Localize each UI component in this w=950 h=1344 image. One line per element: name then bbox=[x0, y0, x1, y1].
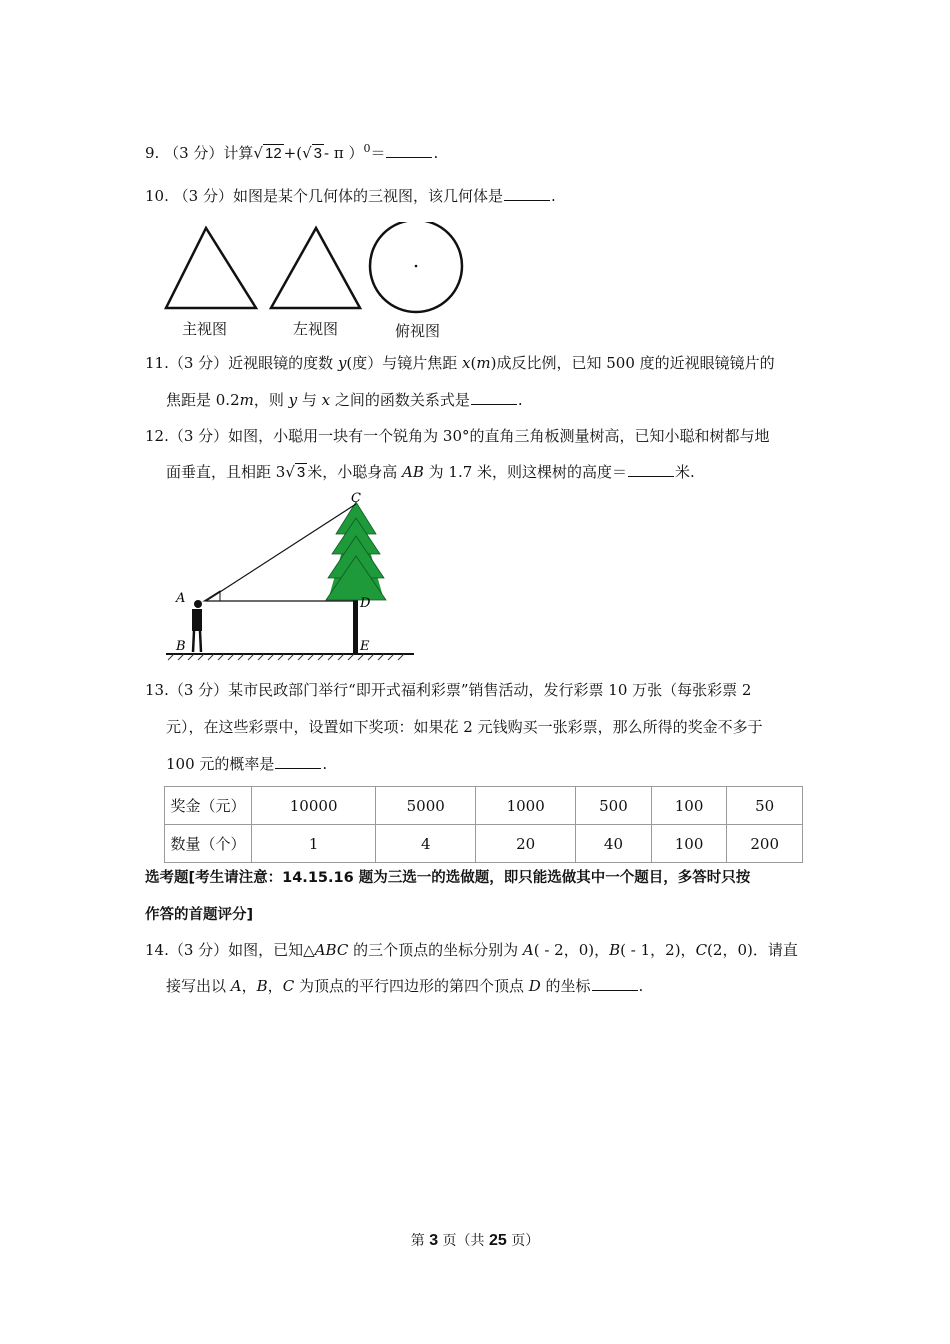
table-cell: 100 bbox=[651, 787, 727, 825]
q9-score: （3 分） bbox=[164, 144, 224, 162]
q12-line2-a: 面垂直，且相距 3 bbox=[166, 463, 286, 481]
table-cell: 数量（个） bbox=[165, 825, 252, 863]
table-cell: 50 bbox=[727, 787, 803, 825]
q11-head: 11.（3 分）近视眼镜的度数 bbox=[145, 354, 338, 372]
q11-line2-b: ，则 bbox=[253, 391, 289, 409]
q13-end: . bbox=[322, 755, 328, 773]
q14-line2-c: 的坐标 bbox=[540, 977, 591, 995]
footer-post: 页） bbox=[506, 1233, 540, 1249]
front-view-label: 主视图 bbox=[182, 320, 228, 338]
page-footer bbox=[0, 1230, 950, 1250]
answer-blank[interactable] bbox=[628, 462, 674, 477]
page-number: 3 bbox=[429, 1232, 439, 1249]
q14-line2-b: 为顶点的平行四边形的第四个顶点 bbox=[294, 977, 529, 995]
answer-blank[interactable] bbox=[504, 186, 550, 201]
q11-line2-x: x bbox=[321, 391, 331, 409]
q9-end: . bbox=[433, 144, 439, 162]
tree-measurement-figure bbox=[160, 488, 420, 664]
set-square bbox=[204, 591, 220, 601]
q14-sep-1: ， bbox=[241, 977, 257, 995]
q14-point-a: A bbox=[522, 941, 534, 959]
question-9 bbox=[145, 139, 438, 164]
person-body bbox=[192, 609, 202, 631]
q10-number: 10. bbox=[145, 187, 169, 205]
total-pages: 25 bbox=[489, 1232, 507, 1249]
q9-sqrt-12: √ 12 bbox=[253, 144, 282, 162]
q14-line1-a: 14.（3 分）如图，已知△ bbox=[145, 941, 315, 959]
table-cell: 20 bbox=[476, 825, 576, 863]
table-row bbox=[165, 825, 803, 863]
question-12-line-1: 12.（3 分）如图，小聪用一块有一个锐角为 30°的直角三角板测量树高，已知小聪和树都与地 bbox=[145, 427, 770, 445]
answer-blank[interactable] bbox=[592, 976, 638, 991]
q11-line2-a: 焦距是 0.2 bbox=[166, 391, 240, 409]
point-E-label: E bbox=[360, 639, 370, 654]
q14-line2-D: D bbox=[528, 977, 541, 995]
answer-blank[interactable] bbox=[471, 390, 517, 405]
point-D-label: D bbox=[360, 596, 371, 611]
question-13-line-2: 元），在这些彩票中，设置如下奖项：如果花 2 元钱购买一张彩票，那么所得的奖金不多于 bbox=[166, 718, 763, 736]
q11-line2-y: y bbox=[288, 391, 298, 409]
side-view-triangle bbox=[271, 228, 360, 308]
question-14-line-1 bbox=[145, 940, 798, 960]
q10-end: . bbox=[550, 187, 556, 205]
table-cell: 40 bbox=[576, 825, 652, 863]
q11-text-1: (度）与镜片焦距 bbox=[346, 354, 463, 372]
q14-coord-a: ( - 2，0)， bbox=[533, 941, 610, 959]
q11-var-x: x bbox=[462, 354, 471, 372]
answer-blank[interactable] bbox=[386, 143, 432, 158]
footer-mid: 页（共 bbox=[438, 1233, 489, 1249]
q12-line2-b: 米，小聪身高 bbox=[307, 463, 402, 481]
elective-notice-line-1: 选考题[考生请注意：14.15.16 题为三选一的选做题，即只能选做其中一个题目，多答时只按 bbox=[145, 870, 751, 886]
three-views-figure bbox=[160, 222, 470, 314]
person-head bbox=[194, 600, 202, 608]
table-cell: 10000 bbox=[252, 787, 376, 825]
table-cell: 5000 bbox=[376, 787, 476, 825]
q12-ab: AB bbox=[402, 463, 424, 481]
table-cell: 奖金（元） bbox=[165, 787, 252, 825]
q14-point-c: C bbox=[695, 941, 708, 959]
table-cell: 100 bbox=[651, 825, 727, 863]
q14-line2-B: B bbox=[256, 977, 268, 995]
q12-end: 米. bbox=[675, 463, 695, 481]
q14-coord-b: ( - 1，2)， bbox=[620, 941, 696, 959]
table-cell: 200 bbox=[727, 825, 803, 863]
table-row bbox=[165, 787, 803, 825]
question-11-line-2 bbox=[166, 390, 523, 410]
q12-sqrt-3: √ 3 bbox=[285, 463, 306, 481]
q13-line3-a: 100 元的概率是 bbox=[166, 755, 275, 773]
question-14-line-2 bbox=[166, 976, 643, 996]
q14-sep-2: ， bbox=[267, 977, 283, 995]
q14-line2-a: 接写出以 bbox=[166, 977, 231, 995]
q11-end: . bbox=[517, 391, 523, 409]
answer-blank[interactable] bbox=[275, 754, 321, 769]
q14-point-b: B bbox=[609, 941, 621, 959]
q9-number: 9. bbox=[145, 144, 160, 162]
q10-text: 如图是某个几何体的三视图，该几何体是 bbox=[232, 187, 503, 205]
question-13-line-1: 13.（3 分）某市民政部门举行“即开式福利彩票”销售活动，发行彩票 10 万张（每张彩票 2 bbox=[145, 681, 752, 699]
q14-line2-A: A bbox=[230, 977, 242, 995]
top-view-label: 俯视图 bbox=[395, 322, 441, 340]
q14-abc: ABC bbox=[314, 941, 349, 959]
q14-line1-b: 的三个顶点的坐标分别为 bbox=[348, 941, 523, 959]
table-cell: 4 bbox=[376, 825, 476, 863]
table-cell: 500 bbox=[576, 787, 652, 825]
q10-score: （3 分） bbox=[173, 187, 233, 205]
point-C-label: C bbox=[351, 491, 361, 506]
point-B-label: B bbox=[176, 639, 186, 654]
q11-var-y: y bbox=[337, 354, 347, 372]
q11-line2-m: m bbox=[239, 391, 254, 409]
q9-minus-pi: - π ） bbox=[324, 144, 364, 162]
q12-line2-c: 为 1.7 米，则这棵树的高度＝ bbox=[423, 463, 628, 481]
q11-unit-m: m bbox=[476, 354, 491, 372]
q11-line2-c: 与 bbox=[297, 391, 322, 409]
question-10 bbox=[145, 186, 556, 206]
q14-coord-c: (2，0)．请直 bbox=[707, 941, 798, 959]
question-13-line-3 bbox=[166, 754, 327, 774]
q9-text: 计算 bbox=[223, 144, 254, 162]
q14-line2-C: C bbox=[282, 977, 295, 995]
elective-notice-line-2: 作答的首题评分] bbox=[145, 907, 254, 923]
top-view-center-dot bbox=[415, 265, 418, 268]
q9-exponent: 0 bbox=[363, 142, 371, 155]
footer-pre: 第 bbox=[410, 1233, 430, 1249]
prize-table bbox=[164, 786, 803, 863]
table-cell: 1000 bbox=[476, 787, 576, 825]
q11-text-3: )成反比例，已知 500 度的近视眼镜镜片的 bbox=[490, 354, 775, 372]
side-view-label: 左视图 bbox=[293, 320, 339, 338]
q9-equals: ＝ bbox=[370, 144, 386, 162]
question-11-line-1 bbox=[145, 353, 775, 373]
front-view-triangle bbox=[166, 228, 256, 308]
table-cell: 1 bbox=[252, 825, 376, 863]
point-A-label: A bbox=[176, 591, 186, 606]
question-12-line-2 bbox=[166, 462, 695, 483]
q9-plus: +( bbox=[283, 144, 303, 162]
q11-text-2: ( bbox=[470, 354, 477, 372]
q11-line2-d: 之间的函数关系式是 bbox=[330, 391, 470, 409]
q9-sqrt-3: √ 3 bbox=[302, 144, 322, 162]
q14-end: . bbox=[638, 977, 644, 995]
